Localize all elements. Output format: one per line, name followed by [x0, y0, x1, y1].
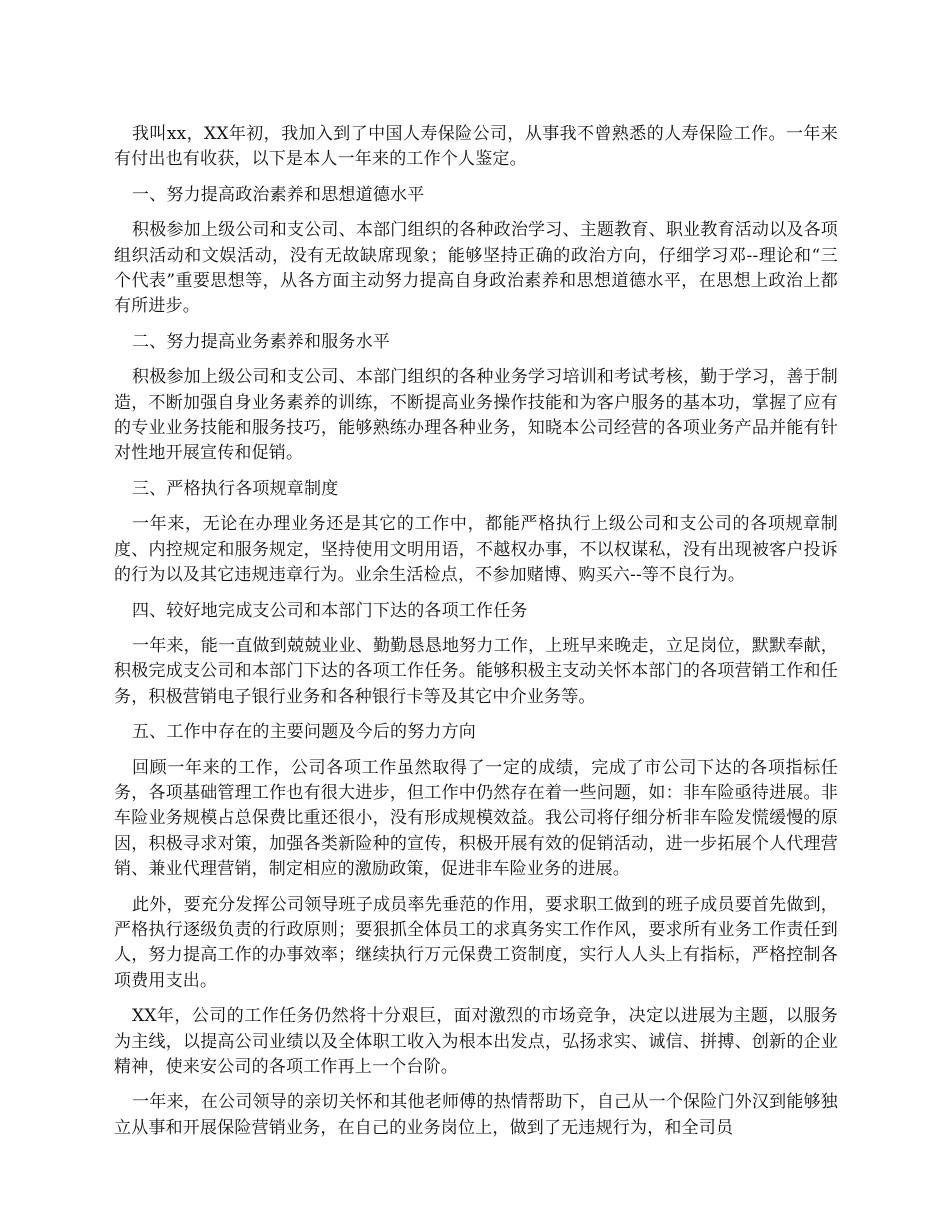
paragraph-closing: 一年来，在公司领导的亲切关怀和其他老师傅的热情帮助下，自己从一个保险门外汉到能够独立从事和开展保险营销业务，在自己的业务岗位上，做到了无违规行为，和全司员	[114, 1092, 838, 1138]
section-heading-1: 一、努力提高政治素养和思想道德水平	[132, 184, 425, 205]
section-heading-5: 五、工作中存在的主要问题及今后的努力方向	[132, 722, 476, 743]
paragraph-section-4: 一年来，能一直做到兢兢业业、勤勤恳恳地努力工作，上班早来晚走，立足岗位，默默奉献，积极完成支公司和本部门下达的各项工作任务。能够积极主支动关怀本部门的各项营销工作和任务，积极营销电子银行业务和各种银行卡等及其它中介业务等。	[114, 635, 838, 707]
paragraph-leadership: 此外，要充分发挥公司领导班子成员率先垂范的作用，要求职工做到的班子成员要首先做到，严格执行逐级负责的行政原则；要狠抓全体员工的求真务实工作作风，要求所有业务工作责任到人，努力提高工作的办事效率；继续执行万元保费工资制度，实行人人头上有指标，严格控制各项费用支出。	[114, 894, 838, 991]
paragraph-section-2: 积极参加上级公司和支公司、本部门组织的各种业务学习培训和考试考核，勤于学习，善于制造，不断加强自身业务素养的训练，不断提高业务操作技能和为客户服务的基本功，掌握了应有的专业业务技能和服务技巧，能够熟练办理各种业务，知晓本公司经营的各项业务产品并能有针对性地开展宣传和促销。	[114, 367, 838, 464]
paragraph-intro: 我叫xx，XX年初，我加入到了中国人寿保险公司，从事我不曾熟悉的人寿保险工作。一年来有付出也有收获，以下是本人一年来的工作个人鉴定。	[114, 124, 838, 170]
section-heading-4: 四、较好地完成支公司和本部门下达的各项工作任务	[132, 600, 528, 621]
paragraph-section-1: 积极参加上级公司和支公司、本部门组织的各种政治学习、主题教育、职业教育活动以及各项组织活动和文娱活动，没有无故缺席现象；能够坚持正确的政治方向，仔细学习邓--理论和“三个代表”重要思想等，从各方面主动努力提高自身政治素养和思想道德水平，在思想上政治上都有所进步。	[114, 220, 838, 317]
section-heading-2: 二、努力提高业务素养和服务水平	[132, 331, 390, 352]
document-body	[114, 122, 838, 1151]
section-heading-3: 三、严格执行各项规章制度	[132, 478, 339, 499]
paragraph-next-year: XX年，公司的工作任务仍然将十分艰巨，面对激烈的市场竞争，决定以进展为主题，以服务为主线，以提高公司业绩以及全体职工收入为根本出发点，弘扬求实、诚信、拼搏、创新的企业精神，使来安公司的各项工作再上一个台阶。	[114, 1006, 838, 1077]
paragraph-section-3: 一年来，无论在办理业务还是其它的工作中，都能严格执行上级公司和支公司的各项规章制度、内控规定和服务规定，坚持使用文明用语，不越权办事，不以权谋私，没有出现被客户投诉的行为以及其它违规违章行为。业余生活检点，不参加赌博、购买六--等不良行为。	[114, 514, 838, 586]
paragraph-review: 回顾一年来的工作，公司各项工作虽然取得了一定的成绩，完成了市公司下达的各项指标任务，各项基础管理工作也有很大进步，但工作中仍然存在着一些问题，如：非车险亟待进展。非车险业务规模占总保费比重还很小，没有形成规模效益。我公司将仔细分析非车险发慌缓慢的原因，积极寻求对策，加强各类新险种的宣传，积极开展有效的促销活动，进一步拓展个人代理营销、兼业代理营销，制定相应的激励政策，促进非车险业务的进展。	[114, 757, 838, 880]
